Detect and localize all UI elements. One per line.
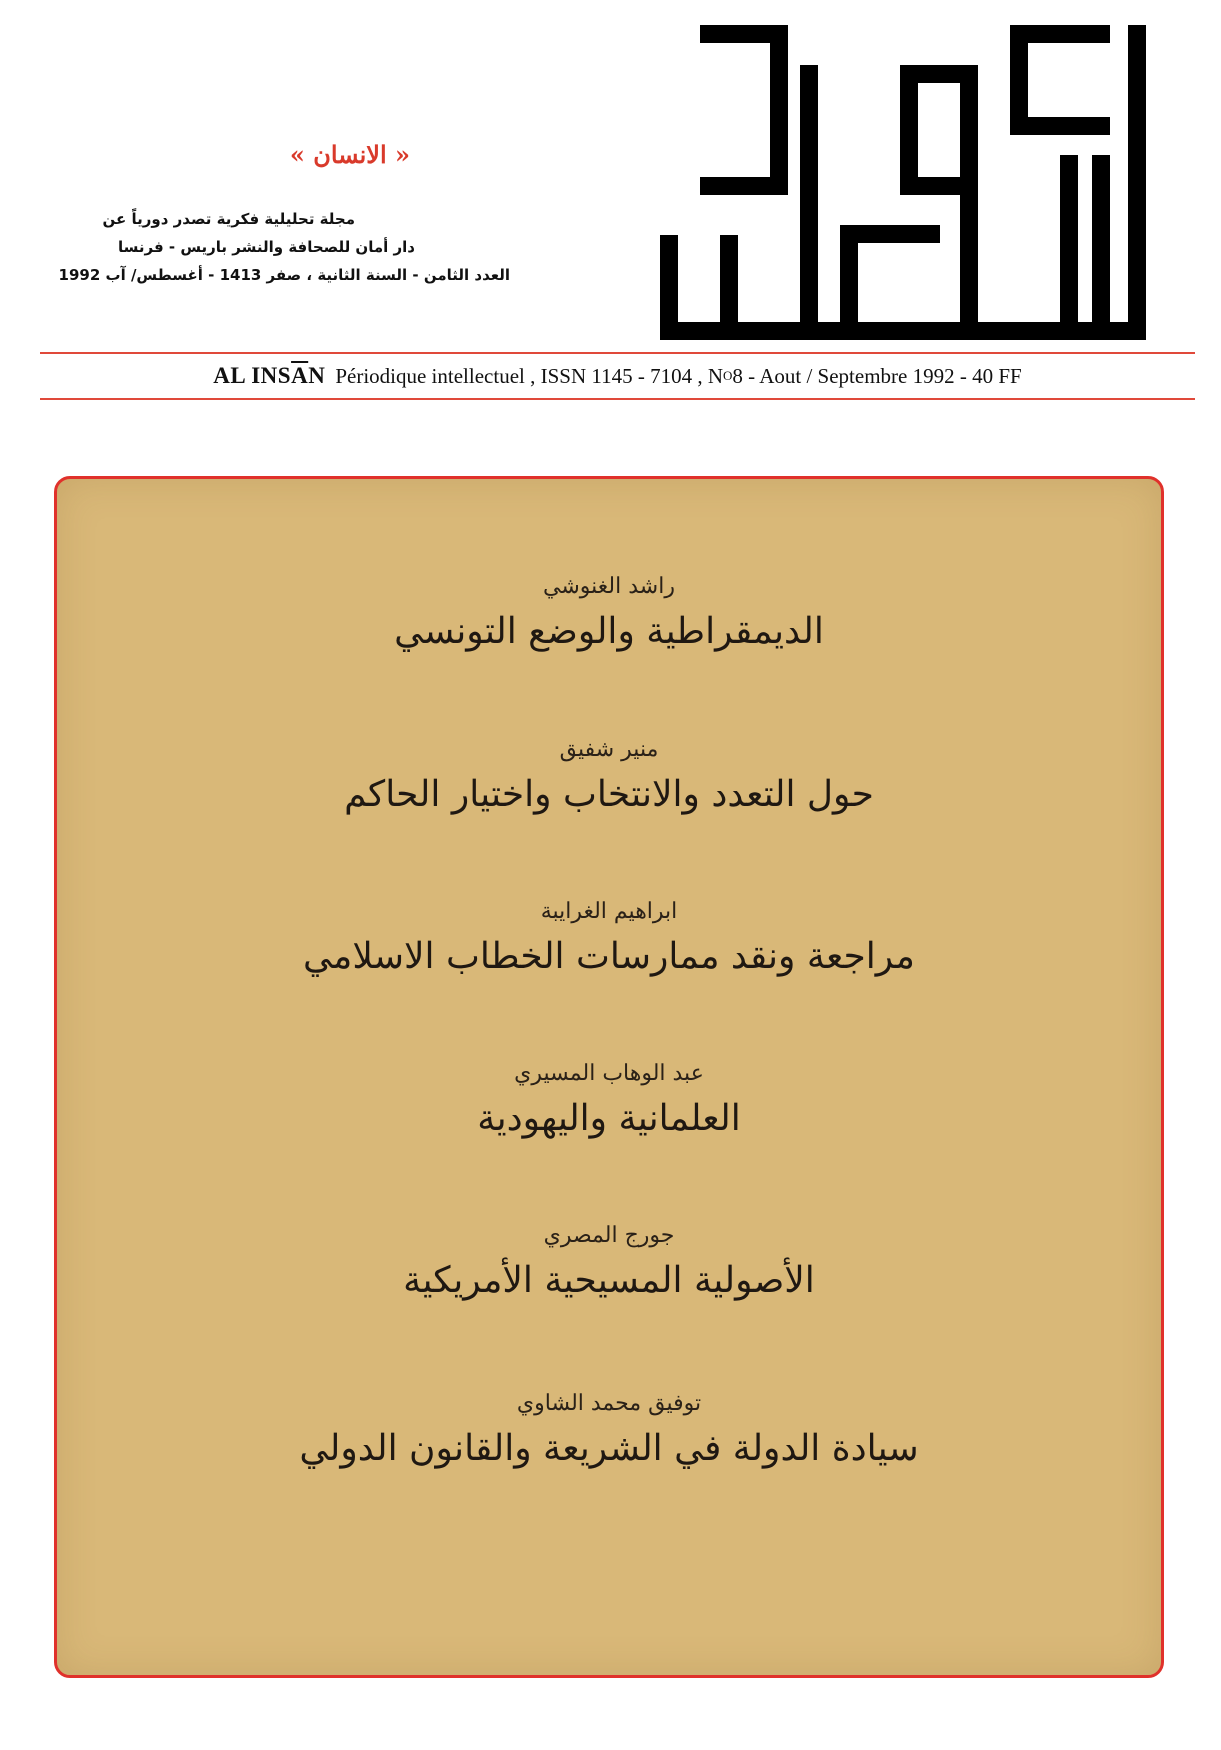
entry-title: العلمانية واليهودية (477, 1098, 741, 1139)
issue-line: العدد الثامن - السنة الثانية ، صفر 1413 - أغسطس/ آب 1992 (58, 266, 510, 284)
entry-title: الأصولية المسيحية الأمريكية (403, 1260, 815, 1301)
contents-entry (57, 1223, 1161, 1301)
entry-author: عبد الوهاب المسيري (514, 1061, 704, 1086)
brand-main: AL INS (213, 363, 292, 388)
contents-entry (57, 1061, 1161, 1139)
latin-banner (40, 356, 1195, 396)
entry-author: جورج المصري (543, 1223, 675, 1248)
banner-text-tail: 8 - Aout / Septembre 1992 - 40 FF (732, 363, 1022, 388)
entry-author: ابراهيم الغرايبة (540, 899, 678, 924)
banner-sup: O (723, 368, 733, 383)
entry-author: توفيق محمد الشاوي (516, 1391, 702, 1416)
contents-panel (54, 476, 1164, 1678)
publication-description: مجلة تحليلية فكرية تصدر دورياً عن (102, 210, 355, 228)
entry-author: منير شفيق (559, 737, 659, 762)
brand-macron: $\overline{A}$ (291, 363, 309, 388)
kufic-al-insan-logo-icon (660, 25, 1150, 345)
magazine-name: « الانسان » (289, 140, 410, 169)
contents-entry (57, 574, 1161, 652)
banner-text: Périodique intellectuel , ISSN 1145 - 7104 , N (335, 363, 723, 388)
contents-entry (57, 737, 1161, 815)
entry-title: حول التعدد والانتخاب واختيار الحاكم (344, 774, 874, 815)
contents-entry (57, 899, 1161, 977)
latin-brand (213, 363, 325, 389)
bottom-red-rule (40, 398, 1195, 400)
publication-info (58, 140, 510, 289)
entry-title: الديمقراطية والوضع التونسي (394, 611, 824, 652)
top-red-rule (40, 352, 1195, 354)
entry-title: سيادة الدولة في الشريعة والقانون الدولي (299, 1428, 919, 1469)
publisher-line: دار أمان للصحافة والنشر باريس - فرنسا (117, 238, 415, 256)
entry-author: راشد الغنوشي (543, 574, 675, 599)
entry-title: مراجعة ونقد ممارسات الخطاب الاسلامي (303, 936, 915, 977)
contents-entry (57, 1391, 1161, 1469)
brand-tail: N (308, 363, 326, 388)
